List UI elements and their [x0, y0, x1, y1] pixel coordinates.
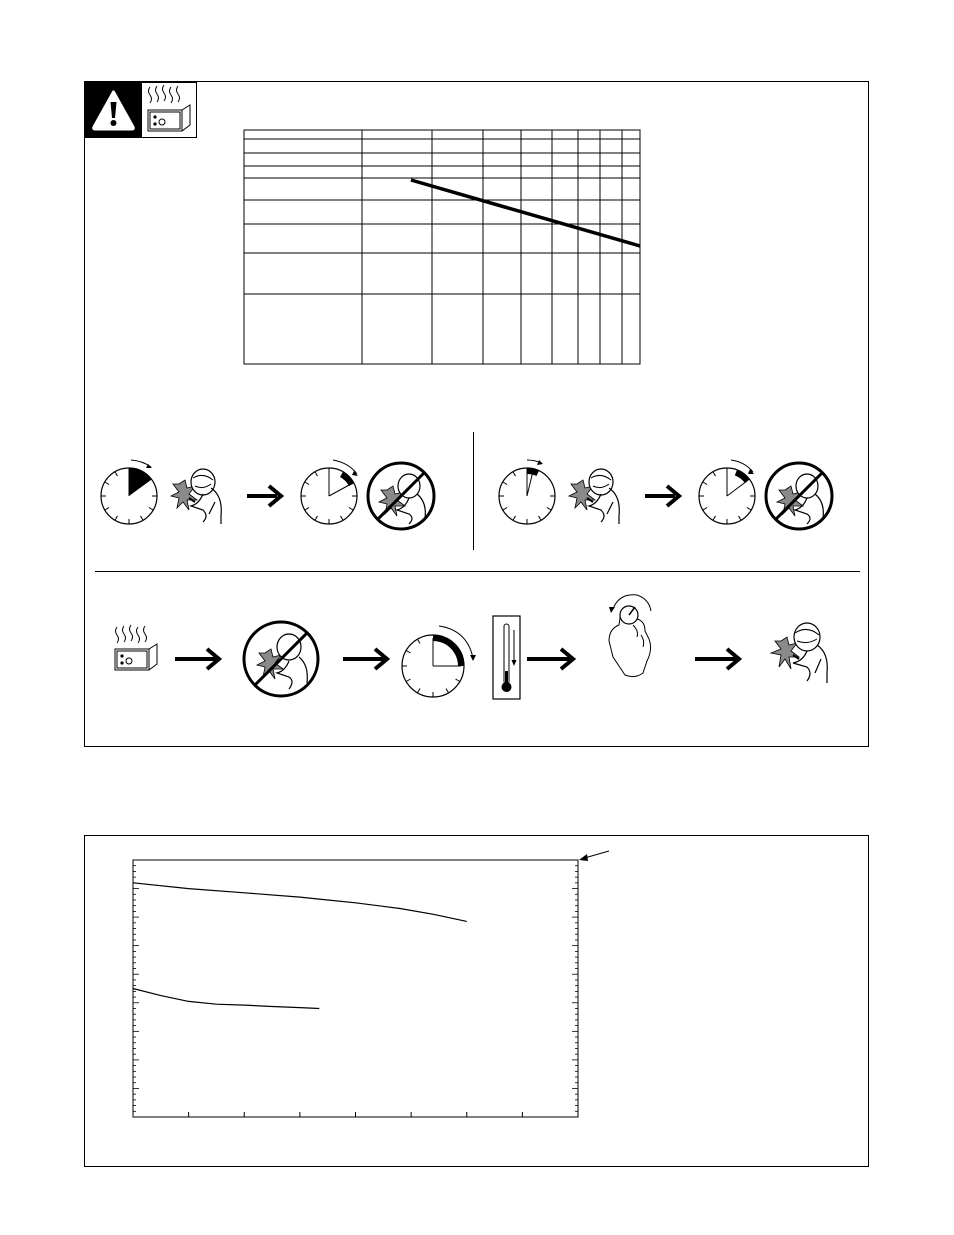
welder-icon: [569, 469, 619, 524]
callout-arrow-icon: [579, 851, 609, 861]
right-arrow-icon: [343, 649, 387, 669]
output-curve-chart: [85, 836, 868, 1166]
timer-clock-icon: [402, 626, 476, 697]
overheated-unit-box: [142, 82, 197, 138]
section-divider-vertical: [473, 432, 474, 550]
hand-turning-knob-icon: [609, 595, 651, 677]
no-welding-icon: [368, 463, 434, 529]
duty-sequence-left: [95, 450, 455, 550]
no-welding-icon: [244, 622, 318, 696]
timer-clock-icon: [301, 460, 358, 524]
warning-triangle-icon: [85, 82, 142, 138]
right-arrow-icon: [247, 486, 281, 506]
right-arrow-icon: [695, 649, 739, 669]
right-arrow-icon: [175, 649, 219, 669]
duty-cycle-panel: [84, 81, 869, 747]
overheat-recovery-sequence: [95, 587, 860, 707]
output-curve-panel: [84, 835, 869, 1167]
timer-clock-icon: [101, 460, 157, 524]
thermometer-cooling-icon: [493, 616, 520, 699]
duty-cycle-table: [243, 129, 642, 366]
right-arrow-icon: [527, 649, 573, 669]
duty-sequence-right: [493, 450, 853, 550]
section-divider-horizontal: [95, 571, 860, 572]
right-arrow-icon: [645, 486, 679, 506]
timer-clock-icon: [499, 460, 555, 524]
duty-trend-line: [411, 180, 640, 246]
timer-clock-icon: [699, 460, 755, 524]
no-welding-icon: [766, 463, 832, 529]
warning-symbol-box: [85, 82, 142, 138]
plot-area: [133, 860, 578, 1117]
overheated-unit-icon: [142, 83, 197, 139]
overheated-unit-icon: [115, 625, 157, 670]
welder-icon: [771, 623, 827, 683]
welder-icon: [171, 469, 221, 524]
